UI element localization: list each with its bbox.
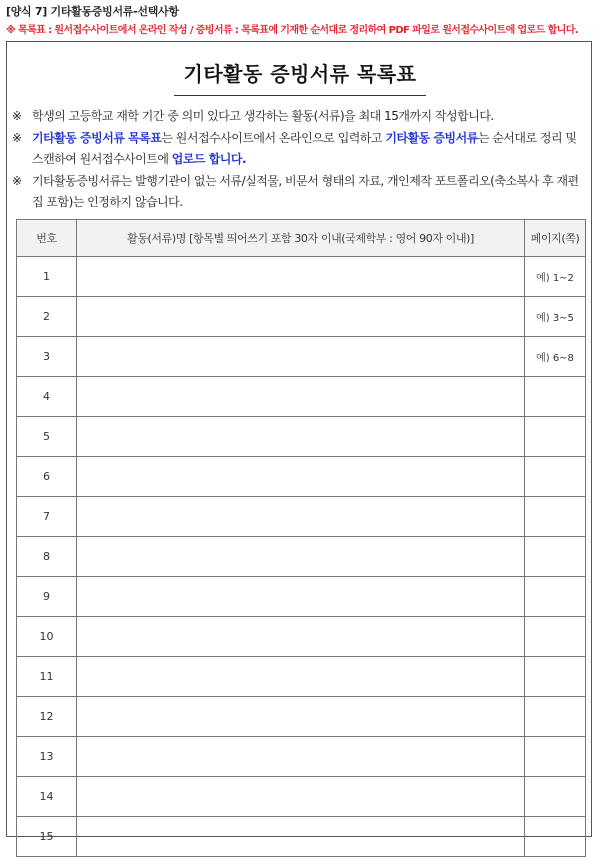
activity-name-cell[interactable]	[77, 817, 525, 857]
note-text: 기타활동증빙서류는 발행기관이 없는 서류/실적물, 비문서 형태의 자료, 개인제작 포트폴리오(축소복사 후 재편집 포함)는 인정하지 않습니다.	[32, 174, 579, 209]
table-row	[17, 617, 586, 657]
submission-notice: ※ 목록표 : 원서접수사이트에서 온라인 작성 / 증빙서류 : 목록표에 기재한 순서대로 정리하여 PDF 파일로 원서접수사이트에 업로드 합니다.	[6, 25, 578, 36]
note-text: 학생의 고등학교 재학 기간 중 의미 있다고 생각하는 활동(서류)을 최대 15개까지 작성합니다.	[32, 109, 494, 123]
table-header-row	[17, 220, 586, 257]
page-range-cell[interactable]	[525, 577, 586, 617]
table-row	[17, 377, 586, 417]
activity-name-cell[interactable]	[77, 377, 525, 417]
page-range-cell[interactable]	[525, 497, 586, 537]
table-row	[17, 457, 586, 497]
document-title: 기타활동 증빙서류 목록표	[174, 59, 426, 96]
activity-name-cell[interactable]	[77, 617, 525, 657]
note-emphasis: 기타활동 증빙서류 목록표	[32, 131, 162, 145]
note-1	[12, 106, 584, 127]
row-number: 12	[17, 697, 77, 737]
activity-name-cell[interactable]	[77, 457, 525, 497]
page-range-cell[interactable]	[525, 817, 586, 857]
row-number: 3	[17, 337, 77, 377]
table-row	[17, 577, 586, 617]
activity-name-cell[interactable]	[77, 297, 525, 337]
row-number: 14	[17, 777, 77, 817]
row-number: 8	[17, 537, 77, 577]
activity-name-cell[interactable]	[77, 417, 525, 457]
table-row	[17, 697, 586, 737]
page-range-cell[interactable]: 예) 3~5	[525, 297, 586, 337]
row-number: 13	[17, 737, 77, 777]
note-mark: ※	[12, 131, 22, 145]
page-range-cell[interactable]	[525, 617, 586, 657]
table-row	[17, 497, 586, 537]
activity-name-cell[interactable]	[77, 257, 525, 297]
table-row	[17, 777, 586, 817]
header-activity-name: 활동(서류)명 [항목별 띄어쓰기 포함 30자 이내(국제학부 : 영어 90자 이내)]	[77, 220, 525, 257]
note-emphasis: 기타활동 증빙서류	[385, 131, 478, 145]
table-row	[17, 297, 586, 337]
row-number: 1	[17, 257, 77, 297]
page-range-cell[interactable]	[525, 657, 586, 697]
table-row	[17, 537, 586, 577]
activity-name-cell[interactable]	[77, 497, 525, 537]
row-number: 11	[17, 657, 77, 697]
row-number: 6	[17, 457, 77, 497]
page-range-cell[interactable]	[525, 697, 586, 737]
row-number: 9	[17, 577, 77, 617]
note-fragment: 는 원서접수사이트에서 온라인으로 입력하고	[161, 131, 386, 145]
page-range-cell[interactable]: 예) 6~8	[525, 337, 586, 377]
page-range-cell[interactable]	[525, 417, 586, 457]
table-row	[17, 657, 586, 697]
note-3	[12, 171, 584, 213]
activity-name-cell[interactable]	[77, 337, 525, 377]
table-row	[17, 337, 586, 377]
note-fragment: 는 순서대로 정리 및 스캔하여 원서접수사이트에	[32, 131, 577, 166]
instruction-notes	[12, 106, 584, 214]
note-mark: ※	[12, 174, 22, 188]
activity-list-table	[16, 219, 586, 857]
note-emphasis: 업로드 합니다.	[171, 152, 247, 166]
row-number: 15	[17, 817, 77, 857]
activity-name-cell[interactable]	[77, 777, 525, 817]
note-mark: ※	[12, 109, 22, 123]
header-number: 번호	[17, 220, 77, 257]
page-range-cell[interactable]	[525, 377, 586, 417]
row-number: 5	[17, 417, 77, 457]
row-number: 10	[17, 617, 77, 657]
row-number: 7	[17, 497, 77, 537]
activity-name-cell[interactable]	[77, 657, 525, 697]
activity-name-cell[interactable]	[77, 577, 525, 617]
row-number: 4	[17, 377, 77, 417]
table-row	[17, 417, 586, 457]
page-range-cell[interactable]: 예) 1~2	[525, 257, 586, 297]
header-pages: 페이지(쪽)	[525, 220, 586, 257]
note-text	[32, 128, 584, 170]
activity-name-cell[interactable]	[77, 537, 525, 577]
activity-name-cell[interactable]	[77, 737, 525, 777]
row-number: 2	[17, 297, 77, 337]
page-range-cell[interactable]	[525, 537, 586, 577]
table-row	[17, 737, 586, 777]
note-2	[12, 128, 584, 170]
form-label: [양식 7] 기타활동증빙서류-선택사항	[6, 5, 179, 18]
page-range-cell[interactable]	[525, 737, 586, 777]
table-row	[17, 257, 586, 297]
activity-name-cell[interactable]	[77, 697, 525, 737]
page-range-cell[interactable]	[525, 457, 586, 497]
table-row	[17, 817, 586, 857]
page-range-cell[interactable]	[525, 777, 586, 817]
